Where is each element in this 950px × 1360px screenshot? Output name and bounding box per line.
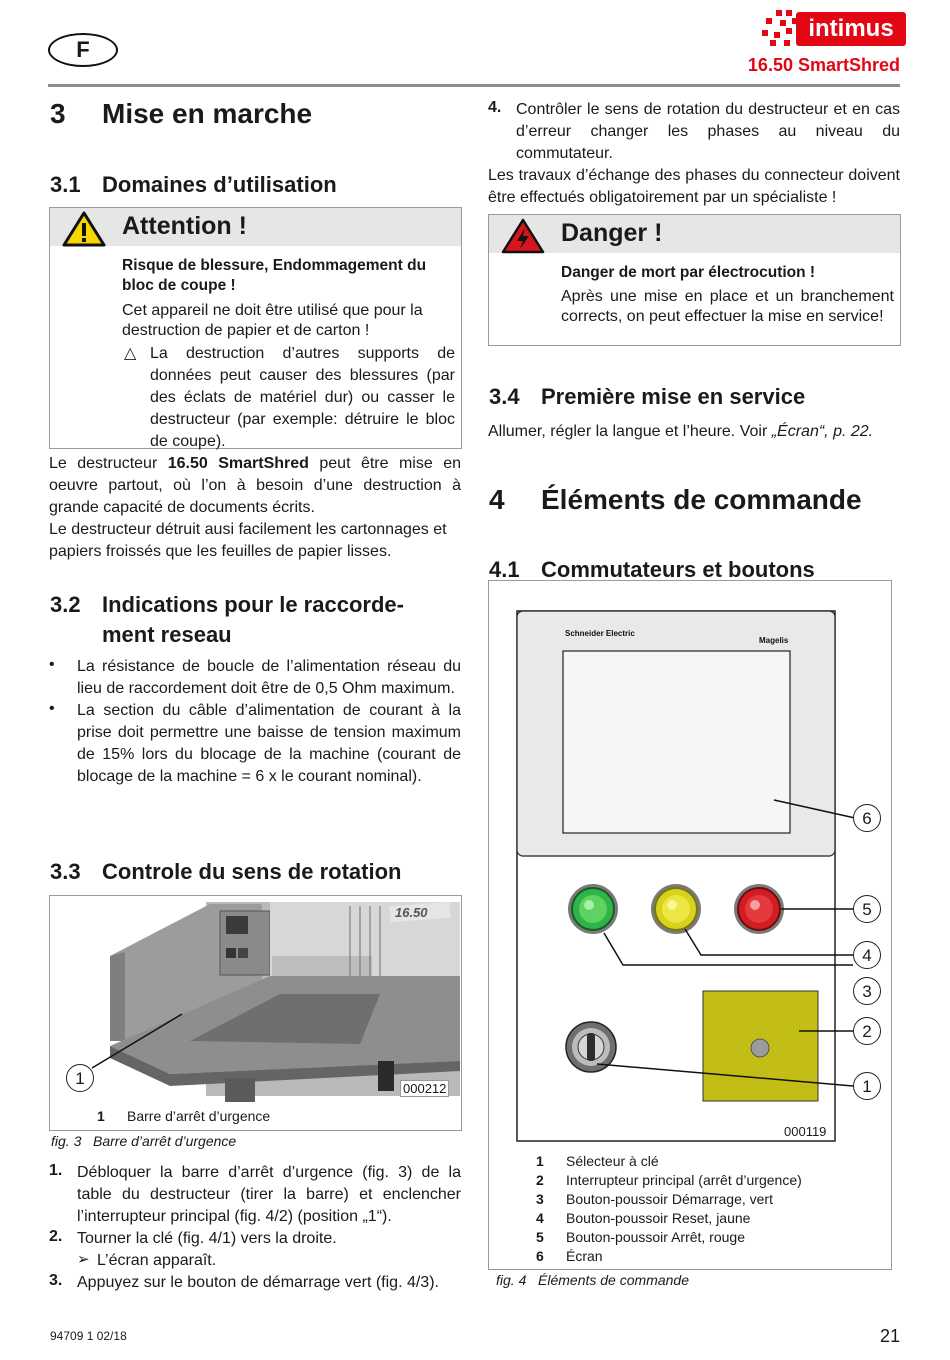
figure-3-callout-1: 1 bbox=[66, 1064, 94, 1092]
legend-row: 1 Sélecteur à clé bbox=[536, 1152, 659, 1169]
step-4-note: Les travaux d’échange des phases du connecteur doivent être effectués obligatoirement par un spécialiste ! bbox=[488, 167, 900, 206]
figure-4-callout-3: 3 bbox=[853, 977, 881, 1005]
danger-title: Danger ! bbox=[561, 219, 663, 247]
legend-row: 3 Bouton-poussoir Démarrage, vert bbox=[536, 1190, 773, 1207]
triangle-bullet-icon: △ bbox=[124, 345, 137, 362]
figure-4-code: 000119 bbox=[784, 1124, 827, 1139]
section-3-4-heading: 3.4 Première mise en service bbox=[489, 384, 806, 409]
language-badge bbox=[48, 33, 118, 67]
document-number: 94709 1 02/18 bbox=[50, 1329, 127, 1343]
warning-icon bbox=[62, 210, 106, 248]
model-name: 16.50 SmartShred bbox=[747, 55, 900, 75]
step-2: Tourner la clé (fig. 4/1) vers la droite. bbox=[77, 1230, 337, 1247]
section-3-3-heading: 3.3 Controle du sens de rotation bbox=[50, 859, 402, 884]
section-3-2-heading: 3.2 Indications pour le raccorde- ment reseau bbox=[50, 592, 404, 647]
figure-4-caption: fig. 4 Éléments de commande bbox=[496, 1272, 689, 1288]
attention-bullet: La destruction d’autres supports de données peut causer des blessures (par des éclats de matériel dur) ou casser le destructeur (par exemple: détruire le bloc de coupe). bbox=[150, 345, 455, 450]
hmi-model: Magelis bbox=[759, 636, 789, 645]
bullet-dot: • bbox=[49, 656, 55, 673]
photo-code: 000212 bbox=[400, 1080, 449, 1097]
figure-4-callout-2: 2 bbox=[853, 1017, 881, 1045]
attention-text: Cet appareil ne doit être utilisé que pour la destruction de papier et de carton ! bbox=[122, 302, 423, 339]
paper-paragraph: Le destructeur détruit ausi facilement les cartonnages et papiers froissés que les feuilles de papier lisses. bbox=[49, 521, 447, 560]
figure-4-frame bbox=[488, 580, 892, 1270]
language-code: F bbox=[76, 37, 90, 62]
step-4-block: 4. Contrôler le sens de rotation du destructeur et en cas d’erreur changer les phases au niveau du commutateur. Les travaux d’échange des phases du connecteur doivent être effectués obligatoirement par un spécialiste ! bbox=[488, 99, 900, 209]
danger-subtitle: Danger de mort par électrocution ! bbox=[561, 264, 816, 281]
figure-3-caption: fig. 3 Barre d’arrêt d’urgence bbox=[51, 1133, 237, 1149]
brand-logo bbox=[760, 8, 908, 50]
header-rule bbox=[48, 84, 900, 87]
figure-4-legend bbox=[536, 1151, 802, 1265]
photo-model-label: 16.50 bbox=[395, 905, 428, 920]
attention-box bbox=[49, 207, 462, 449]
legend-row: 2 Interrupteur principal (arrêt d’urgence) bbox=[536, 1171, 802, 1188]
step-1: Débloquer la barre d’arrêt d’urgence (fig. 3) de la table du destructeur (tirer la barre) et enclencher l’interrupteur principal (fig. 4/2) (position „1“). bbox=[77, 1164, 461, 1225]
step-3: Appuyez sur le bouton de démarrage vert (fig. 4/3). bbox=[77, 1274, 439, 1291]
intro-paragraph: Le destructeur 16.50 SmartShred peut être mise en oeuvre partout, où l’on à besoin d’une destruction à grande capacité de documents écrits. bbox=[49, 455, 461, 516]
section-3-1-heading: 3.1 Domaines d’utilisation bbox=[50, 172, 337, 197]
step-4: Contrôler le sens de rotation du destructeur et en cas d’erreur changer les phases au niveau du commutateur. bbox=[516, 101, 900, 162]
result-arrow-icon: ➢ bbox=[77, 1251, 90, 1268]
hmi-brand: Schneider Electric bbox=[565, 629, 635, 638]
shredder-photo bbox=[50, 896, 460, 1102]
attention-risk: Risque de blessure, Endommagement du bloc de coupe ! bbox=[122, 257, 427, 294]
section-4-1-heading: 4.1 Commutateurs et boutons bbox=[489, 557, 815, 582]
page-number: 21 bbox=[879, 1326, 900, 1346]
bullet-cable-section: La section du câble d’alimentation de courant à la prise doit permettre une baisse de tension maximum de 15% lors du blocage de la machine (courant de blocage de la machine = 6 x le courant nominal). bbox=[77, 702, 461, 785]
figure-3-frame bbox=[49, 895, 462, 1131]
section-3-heading: 3 Mise en marche bbox=[50, 98, 313, 129]
danger-text: Après une mise en place et un branchement corrects, on peut effectuer la mise en service! bbox=[561, 288, 894, 325]
electric-danger-icon bbox=[501, 217, 545, 255]
network-bullets bbox=[49, 656, 461, 788]
brand-name: intimus bbox=[796, 12, 906, 46]
bullet-loop-resistance: La résistance de boucle de l’alimentation réseau du lieu de raccordement doit être de 0,5 Ohm maximum. bbox=[77, 658, 461, 697]
legend-row: 5 Bouton-poussoir Arrêt, rouge bbox=[536, 1228, 745, 1245]
figure-4-callout-5: 5 bbox=[853, 895, 881, 923]
first-use-text: Allumer, régler la langue et l’heure. Voir „Écran“, p. 22. bbox=[488, 423, 874, 440]
step-2-result: L’écran apparaît. bbox=[97, 1252, 217, 1269]
figure-3-legend: 1 Barre d’arrêt d’urgence bbox=[97, 1108, 271, 1124]
startup-steps: 1. Débloquer la barre d’arrêt d’urgence (fig. 3) de la table du destructeur (tirer la barre) et enclencher l’interrupteur principal (fig. 4/2) (position „1“). 2. Tourner la clé (fig. 4/1) vers la droite. ➢ L’écran apparaît. 3. Appuyez sur le bouton de démarrage vert (fig. 4/3). bbox=[49, 1162, 461, 1294]
danger-box bbox=[488, 214, 901, 346]
section-4-heading: 4 Éléments de commande bbox=[489, 484, 862, 515]
legend-row: 4 Bouton-poussoir Reset, jaune bbox=[536, 1209, 751, 1226]
attention-header bbox=[50, 208, 461, 246]
figure-4-callout-1: 1 bbox=[853, 1072, 881, 1100]
legend-row: 6 Écran bbox=[536, 1247, 603, 1264]
danger-header bbox=[489, 215, 900, 253]
bullet-dot: • bbox=[49, 700, 55, 717]
figure-4-callout-4: 4 bbox=[853, 941, 881, 969]
figure-4-callout-6: 6 bbox=[853, 804, 881, 832]
attention-title: Attention ! bbox=[122, 212, 247, 240]
screen-reference-link[interactable]: „Écran“, p. 22. bbox=[771, 423, 874, 440]
